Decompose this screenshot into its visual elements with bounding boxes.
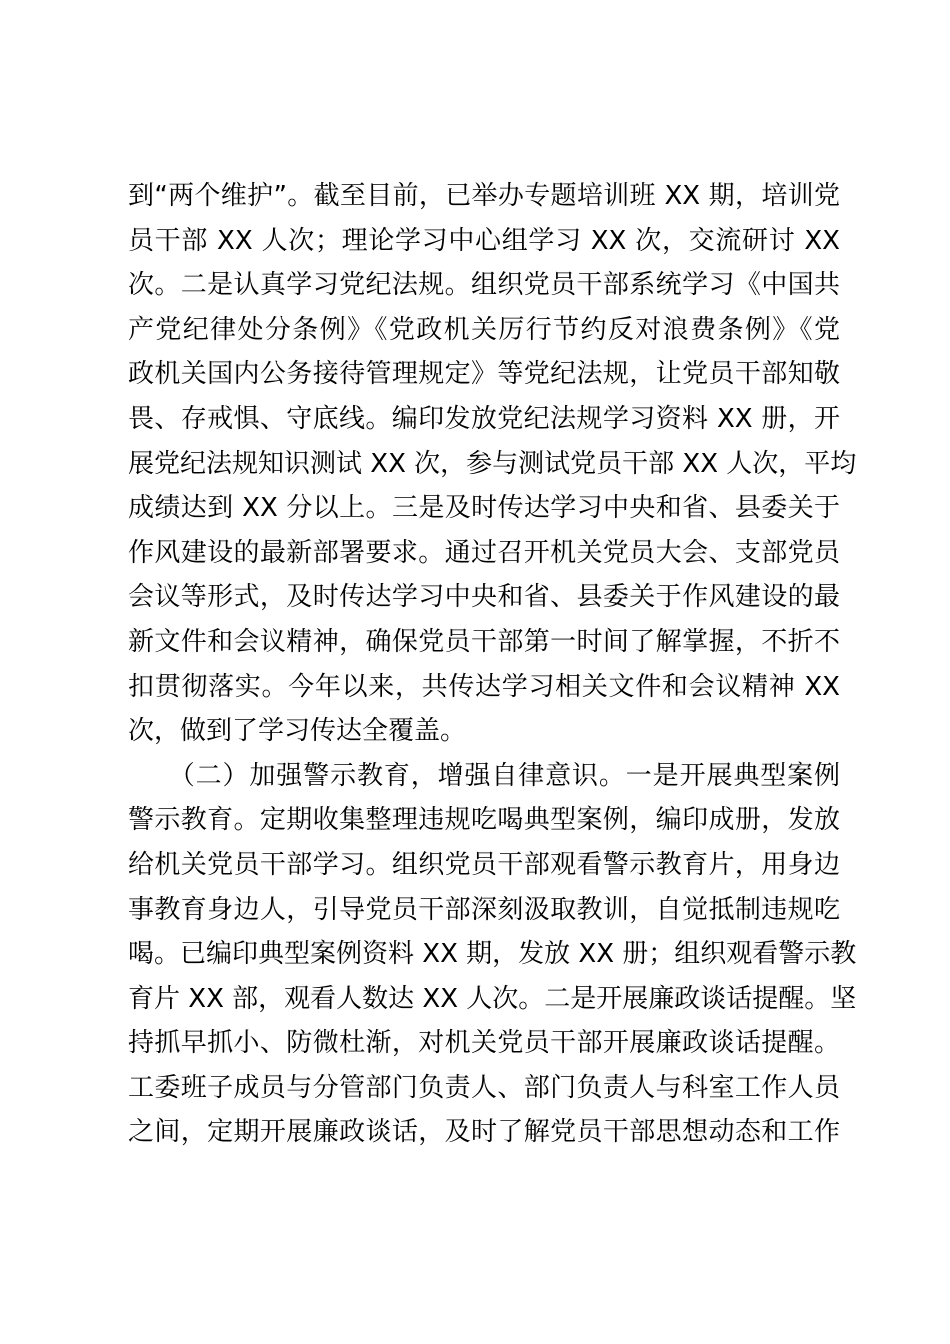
text-line-22: 之间，定期开展廉政谈话，及时了解党员干部思想动态和工作	[128, 1117, 840, 1148]
text-line-17: 事教育身边人，引导党员干部深刻汲取教训，自觉抵制违规吃	[128, 894, 840, 925]
text-line-14: （二）加强警示教育，增强自律意识。一是开展典型案例	[128, 760, 840, 791]
text-line-8: 成绩达到 XX 分以上。三是及时传达学习中央和省、县委关于	[128, 493, 840, 524]
text-line-5: 政机关国内公务接待管理规定》等党纪法规，让党员干部知敬	[128, 359, 840, 390]
text-line-20: 持抓早抓小、防微杜渐，对机关党员干部开展廉政谈话提醒。	[128, 1028, 840, 1059]
text-line-12: 扣贯彻落实。今年以来，共传达学习相关文件和会议精神 XX	[128, 671, 840, 702]
text-line-15: 警示教育。定期收集整理违规吃喝典型案例，编印成册，发放	[128, 805, 840, 836]
text-line-1: 到“两个维护”。截至目前，已举办专题培训班 XX 期，培训党	[128, 181, 840, 211]
text-line-18: 喝。已编印典型案例资料 XX 期，发放 XX 册；组织观看警示教	[128, 939, 857, 970]
text-line-19: 育片 XX 部，观看人数达 XX 人次。二是开展廉政谈话提醒。坚	[128, 983, 857, 1014]
text-line-4: 产党纪律处分条例》《党政机关厉行节约反对浪费条例》《党	[128, 314, 840, 345]
text-line-13: 次，做到了学习传达全覆盖。	[128, 716, 467, 747]
body-text	[128, 174, 857, 1155]
text-line-3: 次。二是认真学习党纪法规。组织党员干部系统学习《中国共	[128, 270, 840, 301]
text-line-21: 工委班子成员与分管部门负责人、部门负责人与科室工作人员	[128, 1072, 840, 1103]
text-line-7: 展党纪法规知识测试 XX 次，参与测试党员干部 XX 人次，平均	[128, 448, 857, 479]
text-line-10: 会议等形式，及时传达学习中央和省、县委关于作风建设的最	[128, 582, 840, 613]
text-line-16: 给机关党员干部学习。组织党员干部观看警示教育片，用身边	[128, 849, 840, 880]
text-line-2: 员干部 XX 人次；理论学习中心组学习 XX 次，交流研讨 XX	[128, 225, 840, 256]
text-line-9: 作风建设的最新部署要求。通过召开机关党员大会、支部党员	[128, 537, 840, 568]
text-line-6: 畏、存戒惧、守底线。编印发放党纪法规学习资料 XX 册，开	[128, 403, 840, 434]
text-line-11: 新文件和会议精神，确保党员干部第一时间了解掌握，不折不	[128, 626, 840, 657]
